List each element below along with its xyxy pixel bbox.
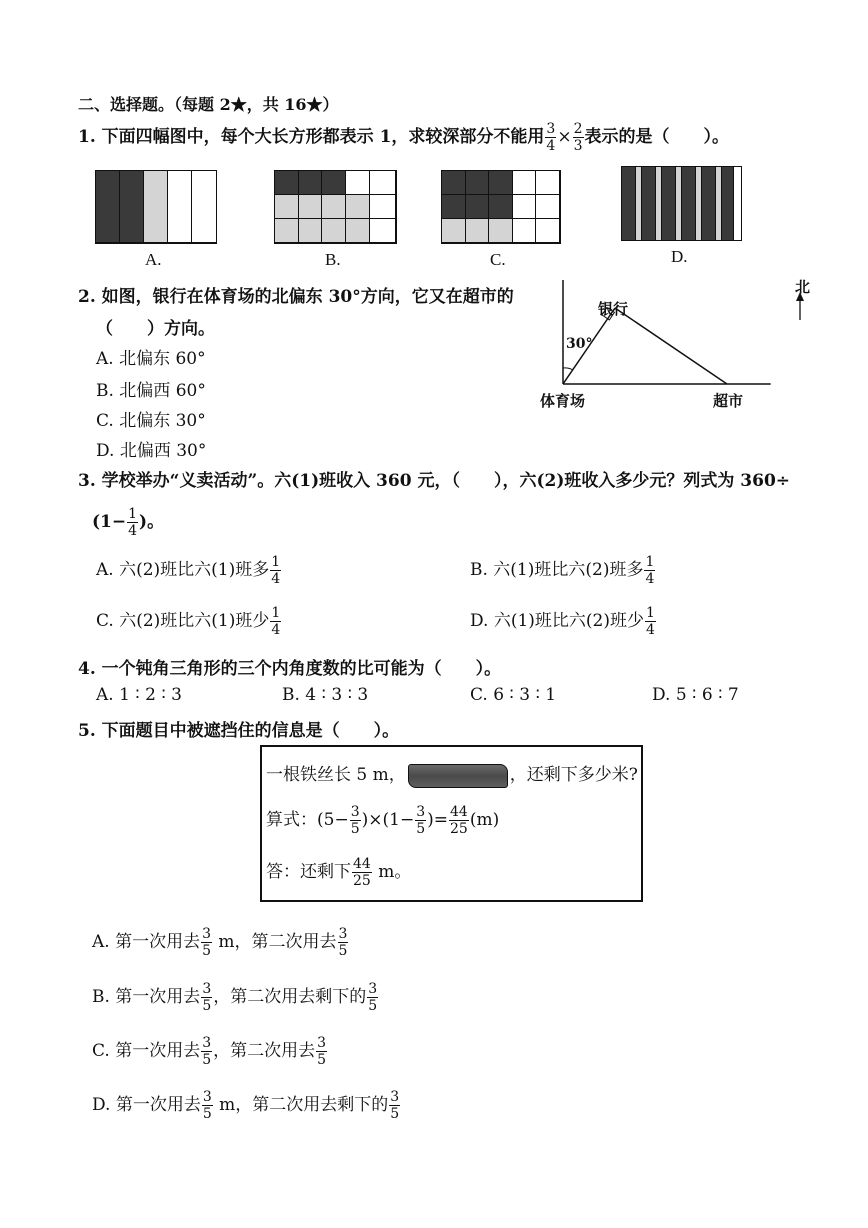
q1-option-c-label: C. (490, 250, 506, 269)
q3-option-a-num: 1 (271, 554, 281, 570)
q4-option-a: A. 1 ∶ 2 ∶ 3 (96, 685, 182, 705)
q5-option-a (92, 927, 349, 958)
q3-option-d-fraction (645, 606, 656, 637)
q3-option-d-num: 1 (646, 605, 655, 621)
q5-f1-den: 5 (350, 821, 360, 837)
q2-option-d: D. 北偏西 30° (96, 441, 207, 461)
q3-option-c (96, 606, 282, 637)
q5-option-d-d1: 5 (202, 1106, 212, 1122)
q5-option-d-n2: 3 (390, 1089, 400, 1105)
q5-option-b-n1: 3 (202, 981, 212, 997)
q5-stem: 5. 下面题目中被遮挡住的信息是（ ）。 (78, 721, 400, 741)
q3-expr-fraction (127, 507, 138, 538)
q5-option-a-p1: A. 第一次用去 (92, 932, 201, 952)
q5-option-d-d2: 5 (390, 1106, 400, 1122)
q5-option-a-n2: 3 (338, 926, 348, 942)
q3-option-d-den: 4 (646, 622, 655, 638)
q5-option-c-n1: 3 (202, 1035, 212, 1051)
q3-option-a-fraction (270, 555, 281, 586)
q4-stem: 4. 一个钝角三角形的三个内角度数的比可能为（ ）。 (78, 659, 502, 679)
q5-ans-den: 25 (353, 873, 371, 889)
q1-figure-d (621, 166, 742, 241)
q5-f3-num: 44 (450, 804, 468, 820)
q3-option-b-text: B. 六(1)班比六(2)班多 (470, 560, 644, 580)
q4-option-c: C. 6 ∶ 3 ∶ 1 (470, 685, 557, 705)
q5-option-b-frac2 (367, 982, 378, 1013)
q5-option-b-d2: 5 (368, 998, 378, 1014)
q5-option-a-frac1 (201, 927, 212, 958)
q5-option-d-frac1 (202, 1090, 213, 1121)
q5-option-d-p2: m，第二次用去剩下的 (213, 1095, 389, 1115)
q4-option-b: B. 4 ∶ 3 ∶ 3 (282, 685, 369, 705)
q5-formula-frac3 (449, 805, 469, 836)
angle-label: 30° (566, 336, 593, 352)
north-label: 北 (795, 278, 811, 296)
q5-answer (266, 857, 411, 888)
q1-frac1-den: 4 (546, 138, 556, 154)
q3-expr-close: )。 (139, 512, 165, 532)
q5-option-c (92, 1036, 328, 1067)
q3-option-b-fraction (644, 555, 655, 586)
q1-option-a-label: A. (145, 250, 162, 269)
q1-frac2-den: 3 (573, 138, 583, 154)
q3-option-c-den: 4 (271, 622, 281, 638)
q5-option-c-p1: C. 第一次用去 (92, 1041, 201, 1061)
q3-expression (92, 507, 164, 538)
q2-option-c: C. 北偏东 30° (96, 411, 206, 431)
q5-option-b (92, 982, 379, 1013)
q5-formula-b: )×(1− (361, 810, 415, 830)
q2-stem-line1: 2. 如图，银行在体育场的北偏东 30°方向，它又在超市的 (78, 287, 514, 307)
q5-option-b-p1: B. 第一次用去 (92, 987, 201, 1007)
q5-box-line1-a: 一根铁丝长 5 m， (266, 765, 406, 785)
q3-expr-den: 4 (128, 523, 138, 539)
q4-option-d: D. 5 ∶ 6 ∶ 7 (652, 685, 739, 705)
q3-expr-open: (1− (92, 512, 127, 532)
q1-stem (78, 122, 729, 153)
q1-fraction-1 (545, 122, 556, 153)
q5-option-a-n1: 3 (202, 926, 212, 942)
q5-option-c-d1: 5 (202, 1052, 212, 1068)
q5-box-line1-b: ，还剩下多少米? (509, 765, 638, 785)
q1-frac1-num: 3 (546, 121, 556, 137)
stadium-label: 体育场 (540, 392, 586, 410)
q5-formula-d: (m) (469, 810, 500, 830)
bank-label: 银行 (598, 300, 629, 318)
q1-figure-a (95, 170, 217, 244)
q5-answer-b: m。 (372, 862, 412, 882)
section-title: 二、选择题。（每题 2★，共 16★） (78, 95, 339, 114)
q3-option-b-den: 4 (645, 571, 655, 587)
covered-info-mask (408, 764, 508, 788)
q3-expr-num: 1 (128, 506, 138, 522)
q3-option-a-den: 4 (271, 571, 281, 587)
q1-figure-b (274, 170, 397, 244)
q5-option-c-n2: 3 (317, 1035, 327, 1051)
q5-option-d (92, 1090, 401, 1121)
q1-stem-prefix: 1. 下面四幅图中，每个大长方形都表示 1，求较深部分不能用 (78, 127, 545, 147)
q3-option-d-text: D. 六(1)班比六(2)班少 (470, 611, 644, 631)
q5-option-a-d1: 5 (202, 943, 212, 959)
q3-option-c-fraction (270, 606, 281, 637)
q5-ans-num: 44 (353, 856, 371, 872)
q5-option-c-d2: 5 (317, 1052, 327, 1068)
q5-option-c-p2: ，第二次用去 (213, 1041, 316, 1061)
q1-option-b-label: B. (325, 250, 341, 269)
market-label: 超市 (713, 392, 744, 410)
q5-formula-c: )= (427, 810, 449, 830)
q5-option-a-frac2 (338, 927, 349, 958)
q5-option-d-n1: 3 (202, 1089, 212, 1105)
q5-option-b-p2: ，第二次用去剩下的 (213, 987, 367, 1007)
bank-to-market-line (615, 308, 727, 384)
q1-option-d-label: D. (671, 247, 688, 266)
q5-formula-frac1 (350, 805, 361, 836)
q1-figure-c (441, 170, 561, 244)
q3-option-b (470, 555, 656, 586)
q5-formula-a: 算式：(5− (266, 810, 349, 830)
q5-option-a-d2: 5 (338, 943, 348, 959)
q2-stem-line2: （ ）方向。 (96, 319, 215, 339)
q5-option-d-p1: D. 第一次用去 (92, 1095, 201, 1115)
q2-option-b: B. 北偏西 60° (96, 381, 206, 401)
q5-option-c-frac1 (201, 1036, 212, 1067)
q3-option-a (96, 555, 282, 586)
q5-option-b-frac1 (201, 982, 212, 1013)
q3-option-c-num: 1 (271, 605, 281, 621)
q5-f2-num: 3 (416, 804, 426, 820)
q3-option-d (470, 606, 657, 637)
q5-option-b-d1: 5 (202, 998, 212, 1014)
q3-option-c-text: C. 六(2)班比六(1)班少 (96, 611, 270, 631)
q5-option-b-n2: 3 (368, 981, 378, 997)
q5-answer-frac (352, 857, 372, 888)
q5-f3-den: 25 (450, 821, 468, 837)
q5-option-a-p2: m，第二次用去 (213, 932, 337, 952)
q3-stem-line1: 3. 学校举办“义卖活动”。六(1)班收入 360 元，（ ），六(2)班收入多少元？列式为 360÷ (78, 471, 791, 491)
q1-frac2-num: 2 (573, 121, 583, 137)
q5-f2-den: 5 (416, 821, 426, 837)
q5-option-c-frac2 (316, 1036, 327, 1067)
q1-times: × (557, 127, 572, 147)
q5-box-line1 (266, 760, 638, 788)
q1-fraction-2 (573, 122, 584, 153)
q5-formula (266, 805, 499, 836)
q3-option-a-text: A. 六(2)班比六(1)班多 (96, 560, 270, 580)
q2-option-a: A. 北偏东 60° (96, 349, 206, 369)
q5-f1-num: 3 (350, 804, 360, 820)
q5-answer-a: 答：还剩下 (266, 862, 351, 882)
q5-formula-frac2 (415, 805, 426, 836)
angle-arc (563, 368, 573, 370)
q3-option-b-num: 1 (645, 554, 655, 570)
q1-stem-suffix: 表示的是（ ）。 (584, 127, 730, 147)
q5-option-d-frac2 (389, 1090, 400, 1121)
